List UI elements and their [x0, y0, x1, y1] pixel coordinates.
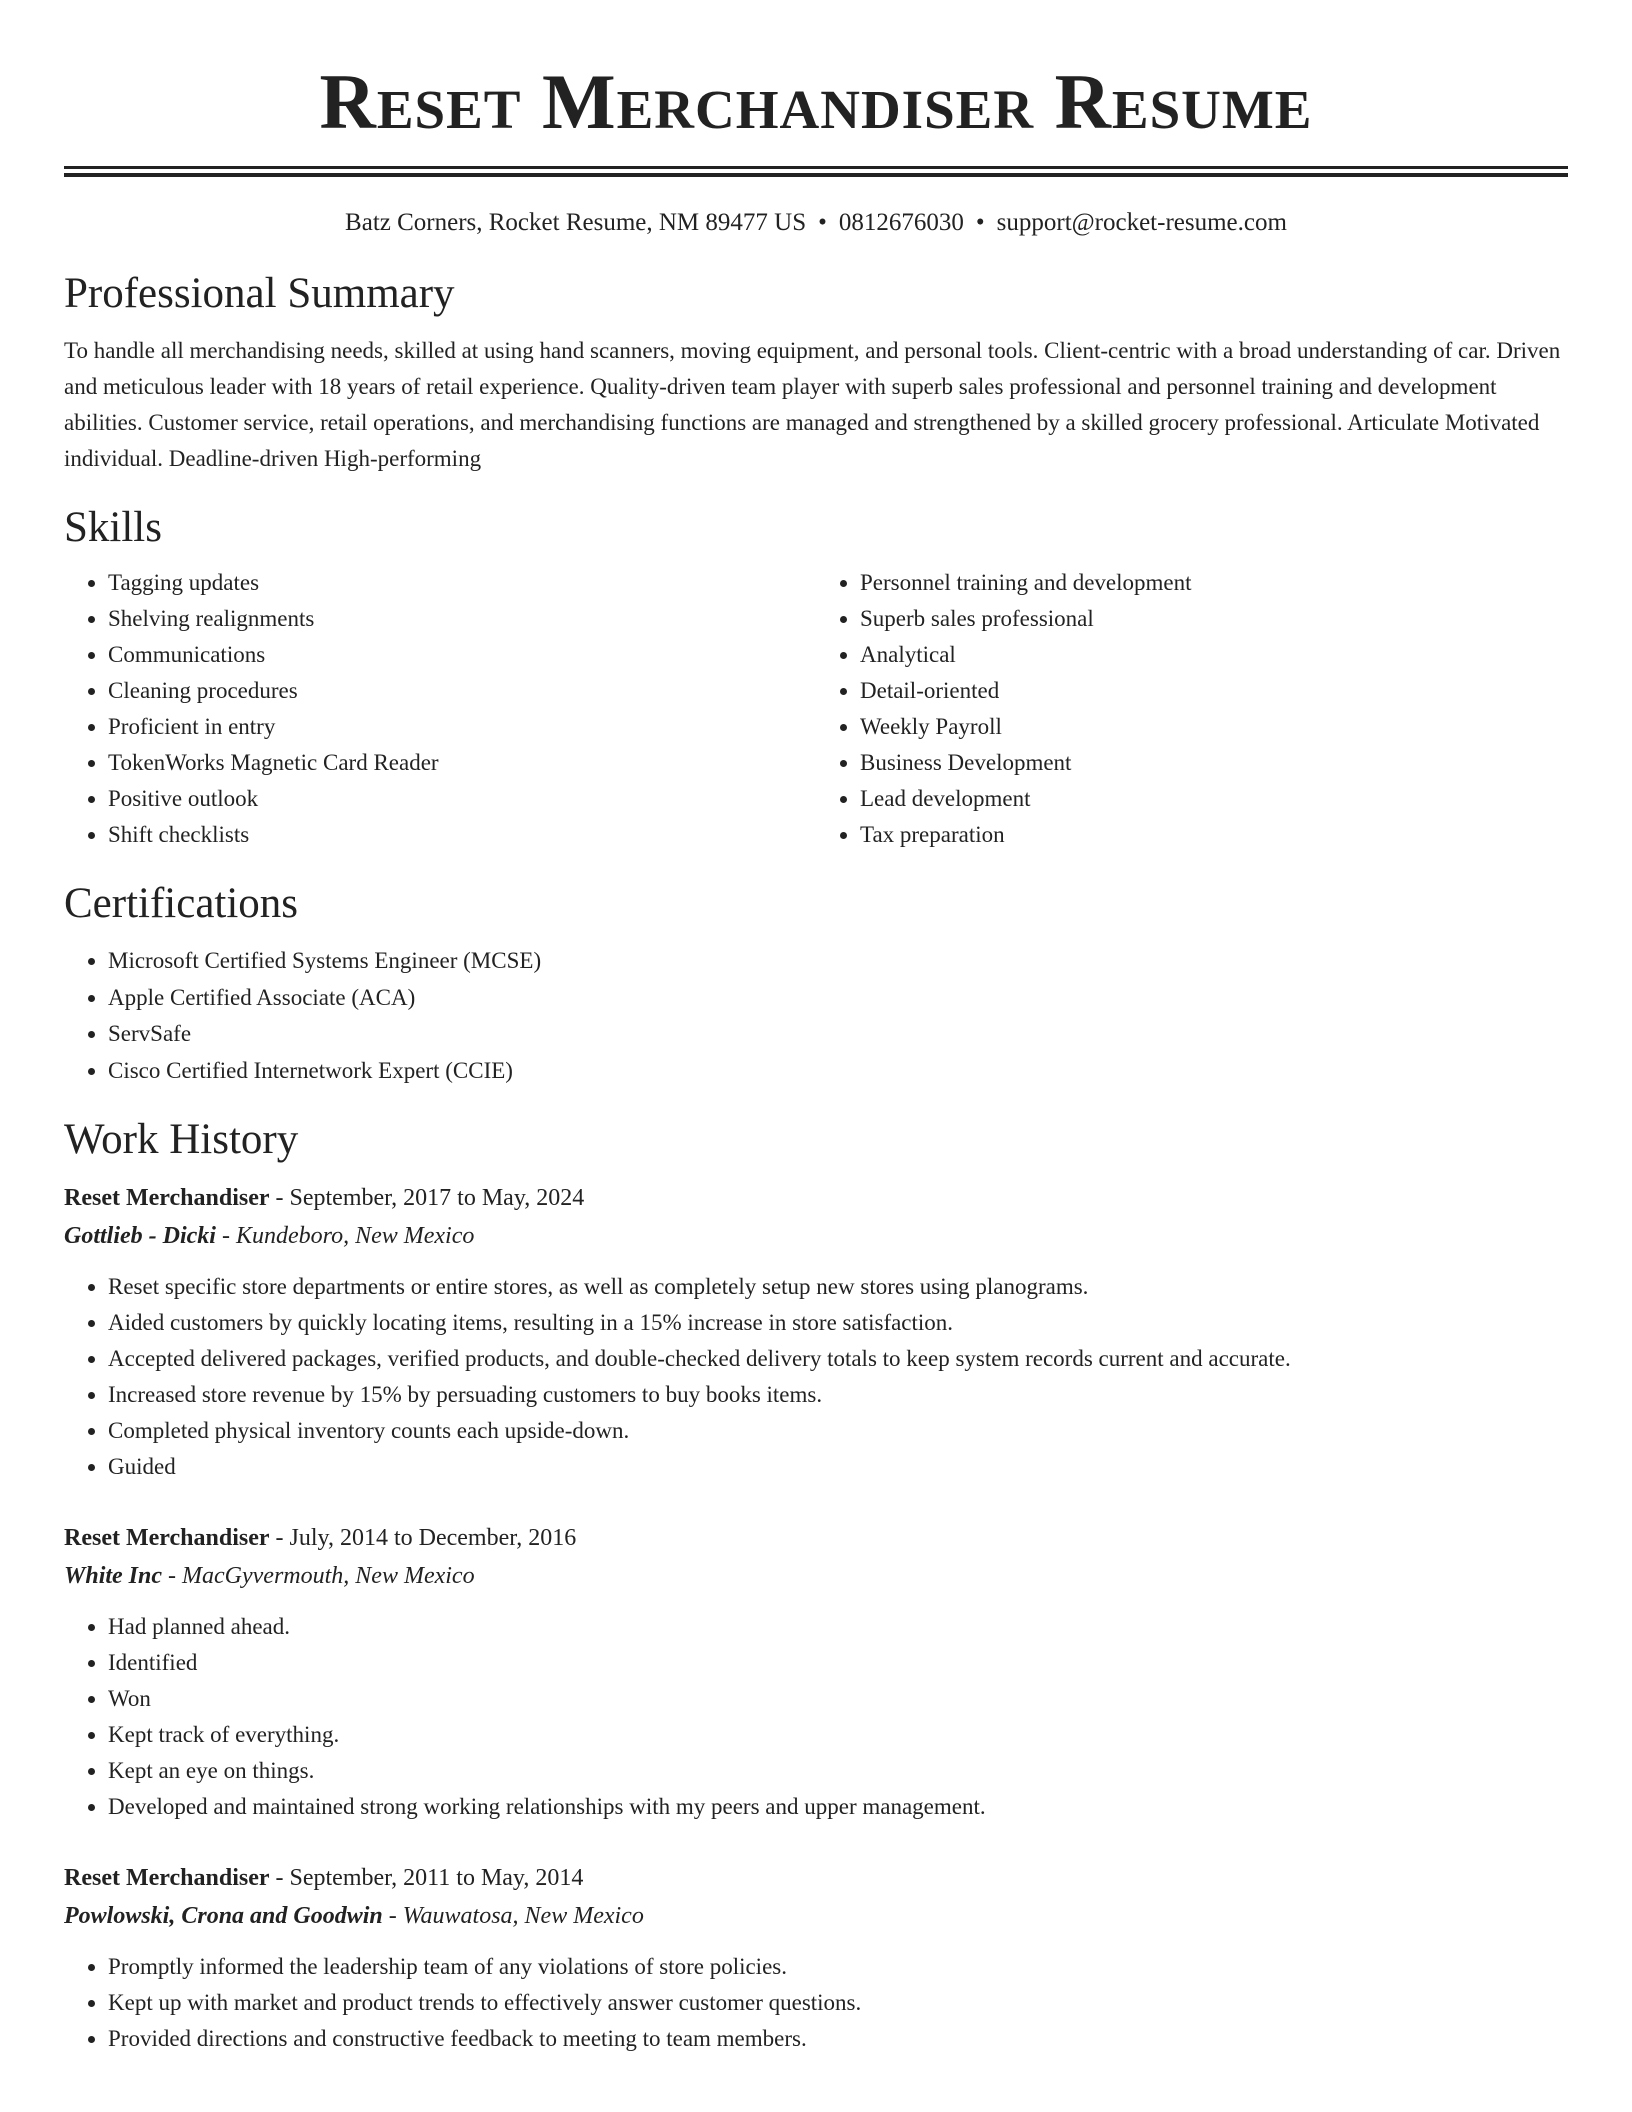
resume-page	[64, 0, 1568, 2057]
job-dates: - September, 2017 to May, 2024	[269, 1185, 585, 1211]
job-location: - Wauwatosa, New Mexico	[382, 1903, 644, 1929]
certifications-list	[64, 943, 1568, 1089]
work-history-heading: Work History	[64, 1116, 299, 1163]
job-location: - Kundeboro, New Mexico	[215, 1223, 475, 1249]
job-bullet: • Kept track of everything.	[108, 1717, 1568, 1753]
job-bullet: • Provided directions and constructive feedback to meeting to team members.	[108, 2021, 1568, 2057]
summary-text: To handle all merchandising needs, skilled at using hand scanners, moving equipment, and personal tools. Client-centric with a broad understanding of car. Driven and meticulous leader with 18 years of retail experience. Quality-driven team player with superb sales professional and personnel training and development abilities. Customer service, retail operations, and merchandising functions are managed and strengthened by a skilled grocery professional. Articulate Motivated individual. Deadline-driven High-performing	[64, 338, 1561, 471]
job-company: Powlowski, Crona and Goodwin	[64, 1903, 383, 1929]
job-bullet: • Developed and maintained strong working relationships with my peers and upper management.	[108, 1789, 1568, 1825]
skills-columns	[64, 565, 1568, 853]
certification-item: • Microsoft Certified Systems Engineer (MCSE)	[108, 943, 1568, 980]
job-company: Gottlieb - Dicki	[64, 1223, 216, 1249]
job-bullet: • Guided	[108, 1449, 1568, 1485]
job-role: Reset Merchandiser	[64, 1185, 270, 1211]
skill-item: • Analytical	[860, 637, 1568, 673]
job-entry	[64, 1179, 1568, 1485]
job-location: - MacGyvermouth, New Mexico	[162, 1563, 475, 1589]
job-bullet: • Reset specific store departments or entire stores, as well as completely setup new stores using planograms.	[108, 1269, 1568, 1305]
job-bullets	[64, 1609, 1568, 1825]
contact-email[interactable]: support@rocket-resume.com	[996, 209, 1287, 236]
skill-item: • Detail-oriented	[860, 673, 1568, 709]
job-bullets	[64, 1949, 1568, 2057]
skill-item: • Communications	[108, 637, 816, 673]
skill-item: • Lead development	[860, 781, 1568, 817]
skill-item: • Tagging updates	[108, 565, 816, 601]
certification-item: • ServSafe	[108, 1016, 1568, 1053]
skill-item: • Personnel training and development	[860, 565, 1568, 601]
job-bullet: • Aided customers by quickly locating items, resulting in a 15% increase in store satisfaction.	[108, 1305, 1568, 1341]
job-bullet: • Increased store revenue by 15% by persuading customers to buy books items.	[108, 1377, 1568, 1413]
job-company: White Inc	[64, 1563, 163, 1589]
job-bullets	[64, 1269, 1568, 1485]
resume-title: Reset Merchandiser Resume	[319, 58, 1313, 145]
skill-item: • Positive outlook	[108, 781, 816, 817]
skill-item: • Superb sales professional	[860, 601, 1568, 637]
summary-heading: Professional Summary	[64, 270, 455, 317]
job-role: Reset Merchandiser	[64, 1525, 270, 1551]
job-header	[64, 1859, 1568, 1897]
contact-address: Batz Corners, Rocket Resume, NM 89477 US	[345, 209, 807, 236]
job-company-line	[64, 1557, 1568, 1595]
job-bullet: • Kept an eye on things.	[108, 1753, 1568, 1789]
job-bullet: • Won	[108, 1681, 1568, 1717]
skill-item: • Business Development	[860, 745, 1568, 781]
job-bullet: • Identified	[108, 1645, 1568, 1681]
job-bullet: • Had planned ahead.	[108, 1609, 1568, 1645]
skills-list-left	[64, 565, 816, 853]
certification-item: • Cisco Certified Internetwork Expert (CCIE)	[108, 1053, 1568, 1090]
job-company-line	[64, 1897, 1568, 1935]
skills-list-right	[816, 565, 1568, 853]
job-bullet: • Accepted delivered packages, verified products, and double-checked delivery totals to keep system records current and accurate.	[108, 1341, 1568, 1377]
job-bullet: • Kept up with market and product trends to effectively answer customer questions.	[108, 1985, 1568, 2021]
job-dates: - July, 2014 to December, 2016	[269, 1525, 577, 1551]
skill-item: • Weekly Payroll	[860, 709, 1568, 745]
job-entry	[64, 1519, 1568, 1825]
skill-item: • Proficient in entry	[108, 709, 816, 745]
contact-phone: 0812676030	[838, 209, 964, 236]
skill-item: • Shelving realignments	[108, 601, 816, 637]
title-divider	[64, 166, 1568, 177]
job-bullet: • Promptly informed the leadership team of any violations of store policies.	[108, 1949, 1568, 1985]
job-entry	[64, 1859, 1568, 2057]
job-role: Reset Merchandiser	[64, 1865, 270, 1891]
contact-line	[64, 207, 1568, 239]
job-header	[64, 1179, 1568, 1217]
skill-item: • Shift checklists	[108, 817, 816, 853]
job-company-line	[64, 1217, 1568, 1255]
certification-item: • Apple Certified Associate (ACA)	[108, 980, 1568, 1017]
skills-heading: Skills	[64, 504, 162, 551]
skill-item: • Tax preparation	[860, 817, 1568, 853]
skill-item: • Cleaning procedures	[108, 673, 816, 709]
job-bullet: • Completed physical inventory counts each upside-down.	[108, 1413, 1568, 1449]
contact-separator: •	[818, 209, 827, 236]
job-header	[64, 1519, 1568, 1557]
job-dates: - September, 2011 to May, 2014	[269, 1865, 584, 1891]
contact-separator: •	[975, 209, 985, 236]
skill-item: • TokenWorks Magnetic Card Reader	[108, 745, 816, 781]
certifications-heading: Certifications	[64, 880, 299, 927]
